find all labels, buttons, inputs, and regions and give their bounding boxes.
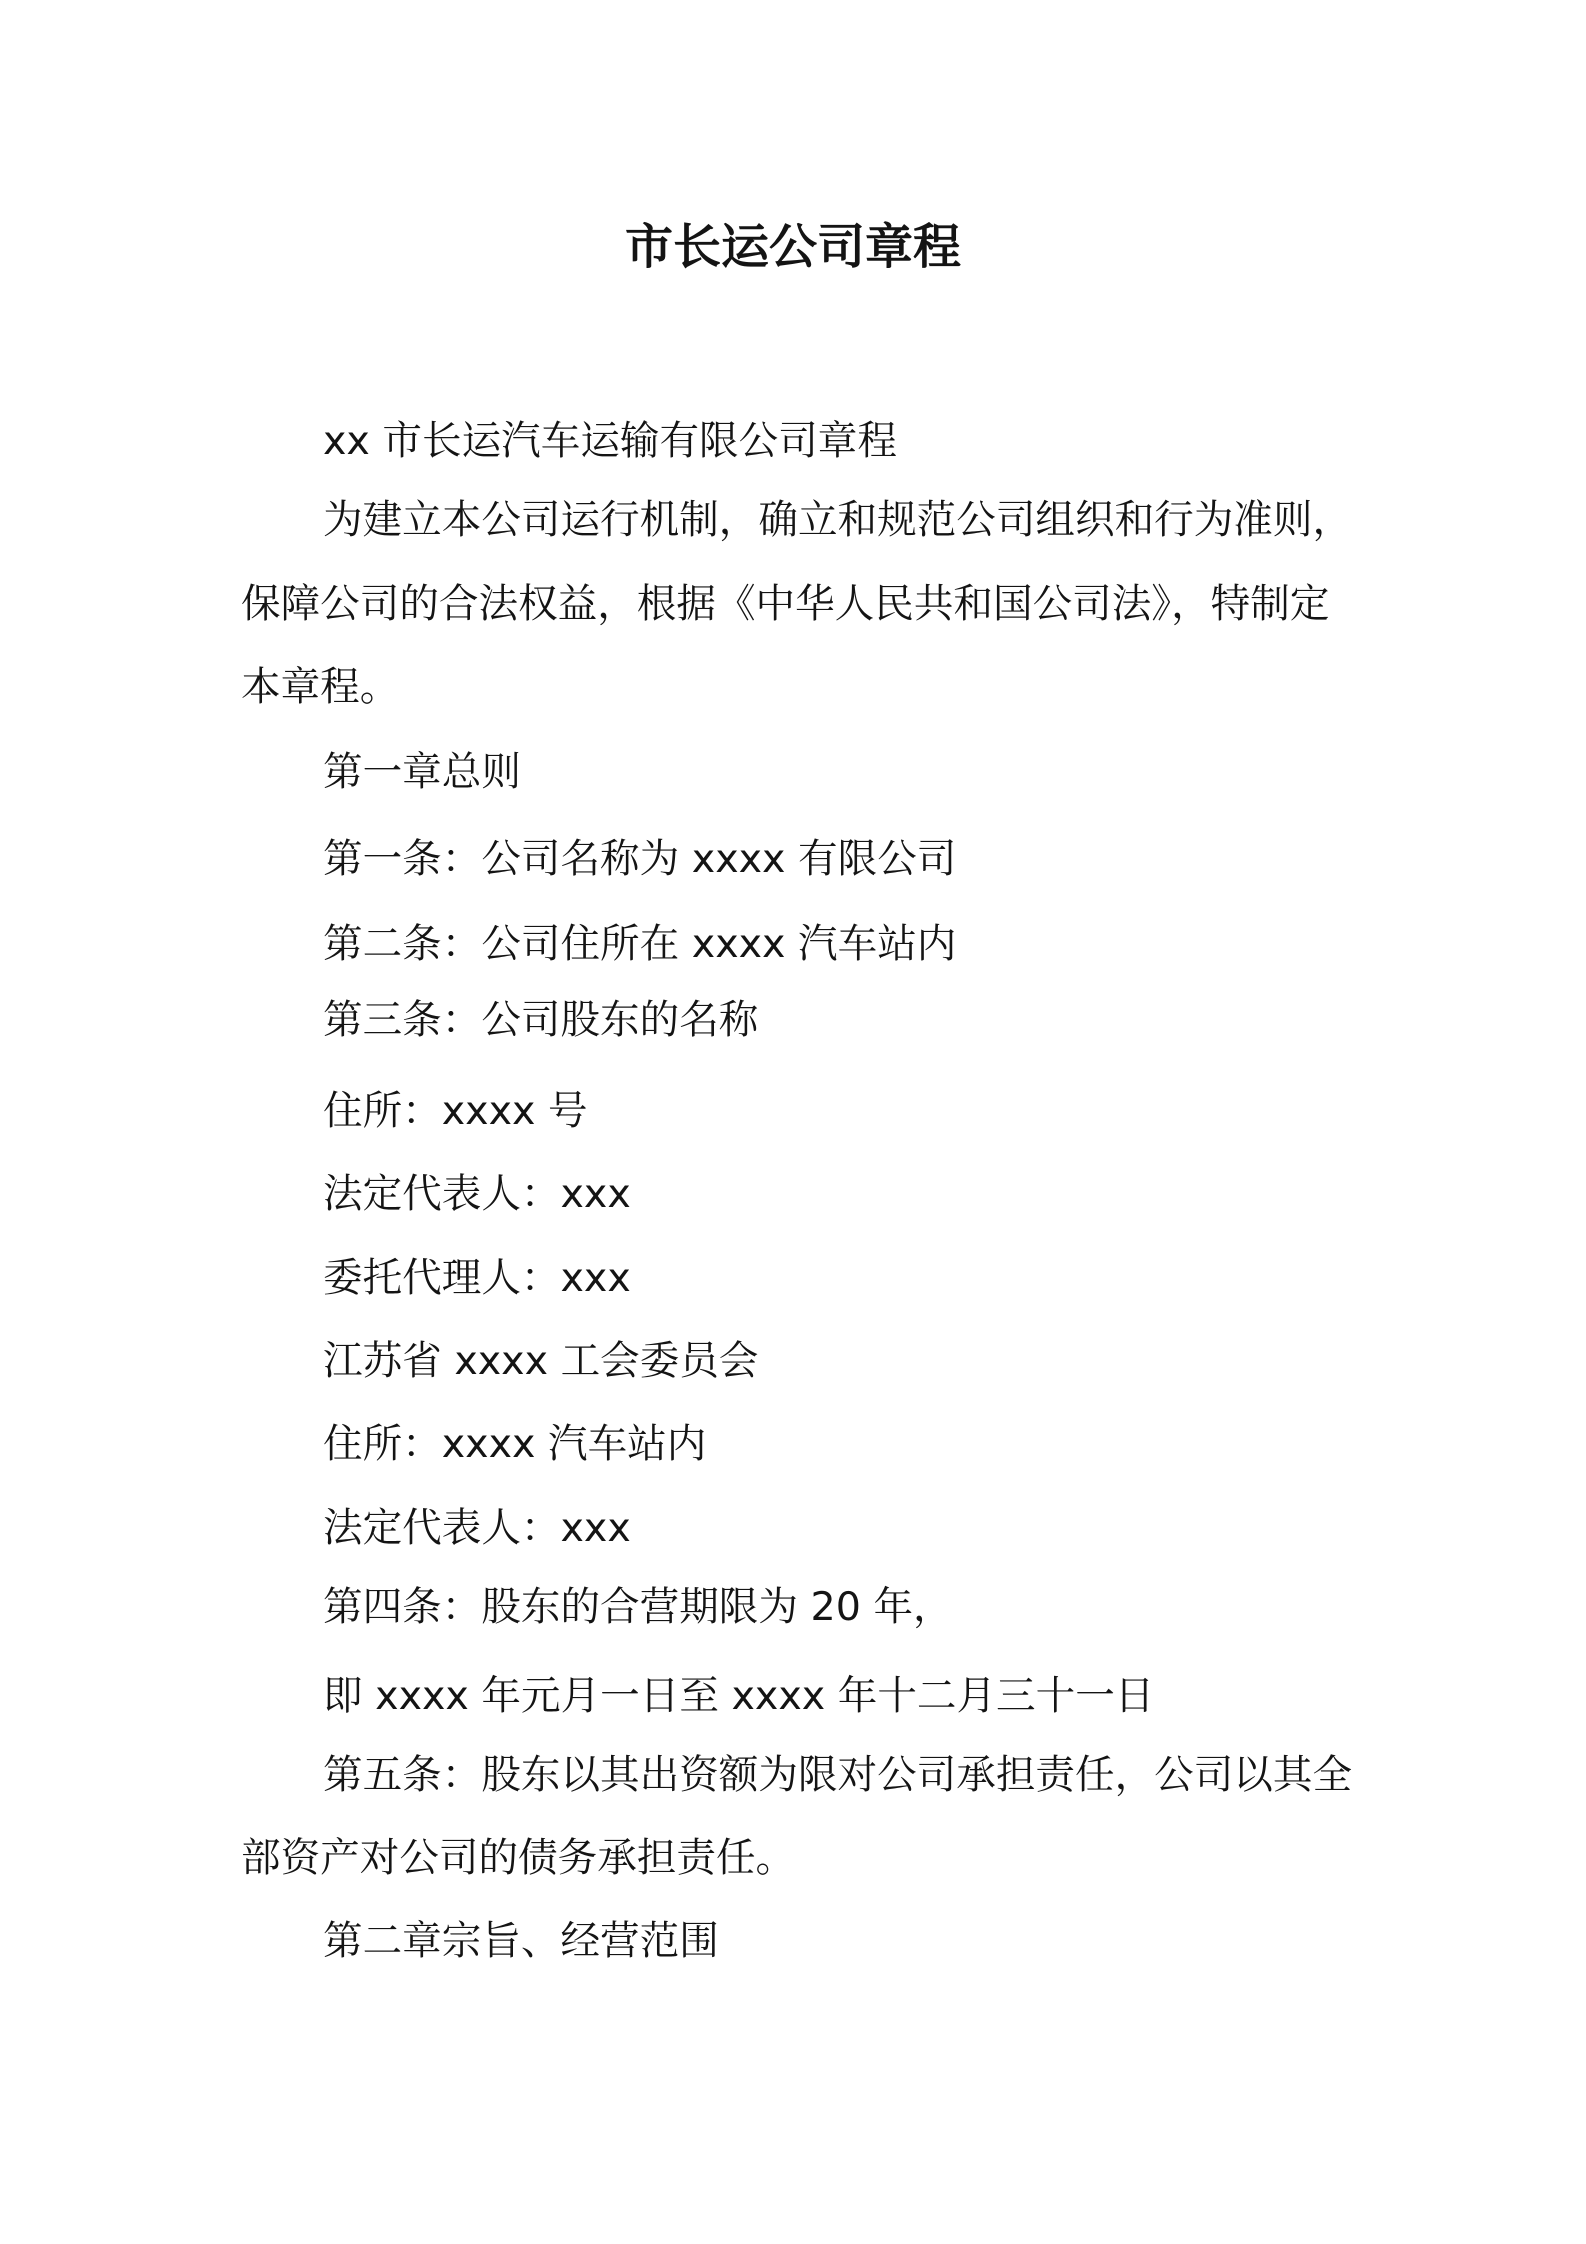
article-5-line-2: 部资产对公司的债务承担责任。 — [241, 1835, 796, 1881]
article-1: 第一条：公司名称为 xxxx 有限公司 — [323, 836, 957, 882]
shareholder-2-name: 江苏省 xxxx 工会委员会 — [323, 1338, 759, 1384]
shareholder-2-legal-representative: 法定代表人：xxx — [323, 1505, 631, 1551]
shareholder-1-address: 住所：xxxx 号 — [323, 1088, 588, 1134]
preamble-line-2: 保障公司的合法权益，根据《中华人民共和国公司法》，特制定 — [241, 581, 1330, 627]
document-title: 市长运公司章程 — [624, 219, 961, 275]
chapter-2-title: 第二章宗旨、经营范围 — [323, 1918, 719, 1964]
shareholder-1-legal-representative: 法定代表人：xxx — [323, 1171, 631, 1217]
shareholder-2-address: 住所：xxxx 汽车站内 — [323, 1421, 707, 1467]
article-3: 第三条：公司股东的名称 — [323, 997, 759, 1043]
article-5-line-1: 第五条：股东以其出资额为限对公司承担责任，公司以其全 — [323, 1752, 1353, 1798]
preamble-line-3: 本章程。 — [241, 664, 400, 710]
article-2: 第二条：公司住所在 xxxx 汽车站内 — [323, 921, 957, 967]
preamble-line-1: 为建立本公司运行机制，确立和规范公司组织和行为准则， — [323, 497, 1353, 543]
shareholder-1-authorized-agent: 委托代理人：xxx — [323, 1255, 631, 1301]
article-4: 第四条：股东的合营期限为 20 年， — [323, 1584, 953, 1630]
chapter-1-title: 第一章总则 — [323, 749, 521, 795]
document-heading: xx 市长运汽车运输有限公司章程 — [323, 418, 897, 464]
article-4-period: 即 xxxx 年元月一日至 xxxx 年十二月三十一日 — [323, 1673, 1155, 1719]
